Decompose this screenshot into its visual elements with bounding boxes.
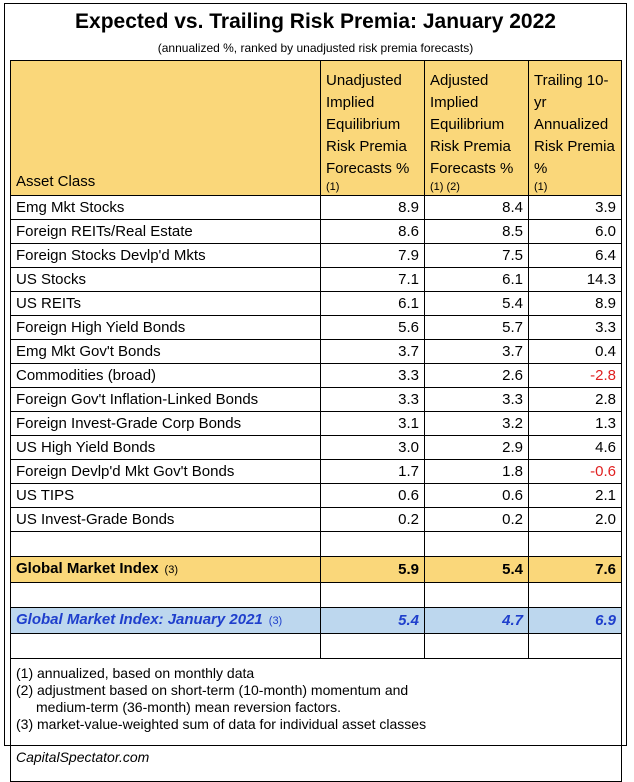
asset-cell: US Stocks — [11, 268, 321, 292]
adjusted-cell: 8.4 — [425, 196, 529, 220]
unadjusted-cell: 3.3 — [321, 388, 425, 412]
unadjusted-cell: 3.3 — [321, 364, 425, 388]
asset-cell: US REITs — [11, 292, 321, 316]
adjusted-cell: 7.5 — [425, 244, 529, 268]
table-row — [11, 340, 622, 364]
unadjusted-cell: 3.0 — [321, 436, 425, 460]
header-adjusted: Adjusted Implied Equilibrium Risk Premia Forecasts % (1) (2) — [425, 61, 529, 196]
page-subtitle: (annualized %, ranked by unadjusted risk premia forecasts) — [157, 41, 474, 55]
adjusted-cell: 8.5 — [425, 220, 529, 244]
unadjusted-cell: 8.9 — [321, 196, 425, 220]
spacer-row — [11, 532, 622, 557]
adjusted-cell: 6.1 — [425, 268, 529, 292]
trailing-cell: 6.0 — [529, 220, 622, 244]
trailing-cell: 2.1 — [529, 484, 622, 508]
table-row — [11, 460, 622, 484]
source-credit: CapitalSpectator.com — [16, 749, 150, 765]
unadjusted-cell: 0.2 — [321, 508, 425, 532]
unadjusted-cell: 5.6 — [321, 316, 425, 340]
header-asset-class: Asset Class — [11, 61, 321, 196]
trailing-cell: 0.4 — [529, 340, 622, 364]
spacer-row — [11, 634, 622, 659]
asset-cell: US TIPS — [11, 484, 321, 508]
table-row — [11, 292, 622, 316]
notes-cell — [11, 659, 622, 782]
adjusted-cell: 2.6 — [425, 364, 529, 388]
risk-premia-table — [10, 60, 622, 782]
gmi-trailing: 7.6 — [529, 557, 622, 583]
header-unadjusted-footnote: (1) — [326, 181, 340, 193]
unadjusted-cell: 6.1 — [321, 292, 425, 316]
table-frame — [4, 3, 627, 765]
asset-cell: Foreign High Yield Bonds — [11, 316, 321, 340]
gmi-2021-adjusted: 4.7 — [425, 608, 529, 634]
spacer-row — [11, 583, 622, 608]
adjusted-cell: 0.6 — [425, 484, 529, 508]
unadjusted-cell: 0.6 — [321, 484, 425, 508]
gmi-label: Global Market Index (3) — [11, 557, 321, 583]
trailing-cell: 2.8 — [529, 388, 622, 412]
trailing-cell: -2.8 — [529, 364, 622, 388]
gmi-2021-unadjusted: 5.4 — [321, 608, 425, 634]
trailing-cell: 6.4 — [529, 244, 622, 268]
table-row — [11, 244, 622, 268]
asset-cell: Foreign REITs/Real Estate — [11, 220, 321, 244]
table-row — [11, 412, 622, 436]
gmi-unadjusted: 5.9 — [321, 557, 425, 583]
table-row — [11, 316, 622, 340]
trailing-cell: -0.6 — [529, 460, 622, 484]
header-adjusted-footnote: (1) (2) — [430, 181, 460, 193]
gmi-row — [11, 557, 622, 583]
trailing-cell: 4.6 — [529, 436, 622, 460]
asset-cell: Emg Mkt Stocks — [11, 196, 321, 220]
gmi-2021-trailing: 6.9 — [529, 608, 622, 634]
trailing-cell: 1.3 — [529, 412, 622, 436]
table-row — [11, 388, 622, 412]
adjusted-cell: 5.7 — [425, 316, 529, 340]
asset-cell: Foreign Devlp'd Mkt Gov't Bonds — [11, 460, 321, 484]
asset-cell: US High Yield Bonds — [11, 436, 321, 460]
table-row — [11, 220, 622, 244]
page-title: Expected vs. Trailing Risk Premia: January 2022 — [75, 10, 556, 33]
gmi-2021-footnote: (3) — [268, 615, 283, 627]
table-row — [11, 268, 622, 292]
asset-cell: Foreign Invest-Grade Corp Bonds — [11, 412, 321, 436]
unadjusted-cell: 1.7 — [321, 460, 425, 484]
table-row — [11, 508, 622, 532]
adjusted-cell: 5.4 — [425, 292, 529, 316]
table-row — [11, 364, 622, 388]
note-2a: (2) adjustment based on short-term (10-month) momentum and — [16, 682, 409, 698]
adjusted-cell: 2.9 — [425, 436, 529, 460]
gmi-adjusted: 5.4 — [425, 557, 529, 583]
unadjusted-cell: 3.7 — [321, 340, 425, 364]
table-row — [11, 484, 622, 508]
header-unadjusted: Unadjusted Implied Equilibrium Risk Premia Forecasts % (1) — [321, 61, 425, 196]
table-row — [11, 196, 622, 220]
note-3: (3) market-value-weighted sum of data for individual asset classes — [16, 716, 427, 732]
header-row — [11, 61, 622, 196]
trailing-cell: 14.3 — [529, 268, 622, 292]
adjusted-cell: 3.2 — [425, 412, 529, 436]
trailing-cell: 8.9 — [529, 292, 622, 316]
asset-cell: Emg Mkt Gov't Bonds — [11, 340, 321, 364]
unadjusted-cell: 3.1 — [321, 412, 425, 436]
asset-cell: Commodities (broad) — [11, 364, 321, 388]
header-trailing-footnote: (1) — [534, 181, 548, 193]
adjusted-cell: 3.3 — [425, 388, 529, 412]
header-trailing: Trailing 10-yr Annualized Risk Premia % (1) — [529, 61, 622, 196]
unadjusted-cell: 7.1 — [321, 268, 425, 292]
notes-row — [11, 659, 622, 782]
note-1: (1) annualized, based on monthly data — [16, 665, 255, 681]
adjusted-cell: 1.8 — [425, 460, 529, 484]
gmi-2021-row — [11, 608, 622, 634]
asset-cell: Foreign Gov't Inflation-Linked Bonds — [11, 388, 321, 412]
note-2b: medium-term (36-month) mean reversion factors. — [36, 699, 341, 715]
adjusted-cell: 0.2 — [425, 508, 529, 532]
table-row — [11, 436, 622, 460]
trailing-cell: 3.9 — [529, 196, 622, 220]
gmi-2021-label: Global Market Index: January 2021 (3) — [11, 608, 321, 634]
unadjusted-cell: 7.9 — [321, 244, 425, 268]
trailing-cell: 3.3 — [529, 316, 622, 340]
unadjusted-cell: 8.6 — [321, 220, 425, 244]
asset-cell: Foreign Stocks Devlp'd Mkts — [11, 244, 321, 268]
asset-cell: US Invest-Grade Bonds — [11, 508, 321, 532]
gmi-footnote: (3) — [164, 564, 178, 576]
adjusted-cell: 3.7 — [425, 340, 529, 364]
trailing-cell: 2.0 — [529, 508, 622, 532]
